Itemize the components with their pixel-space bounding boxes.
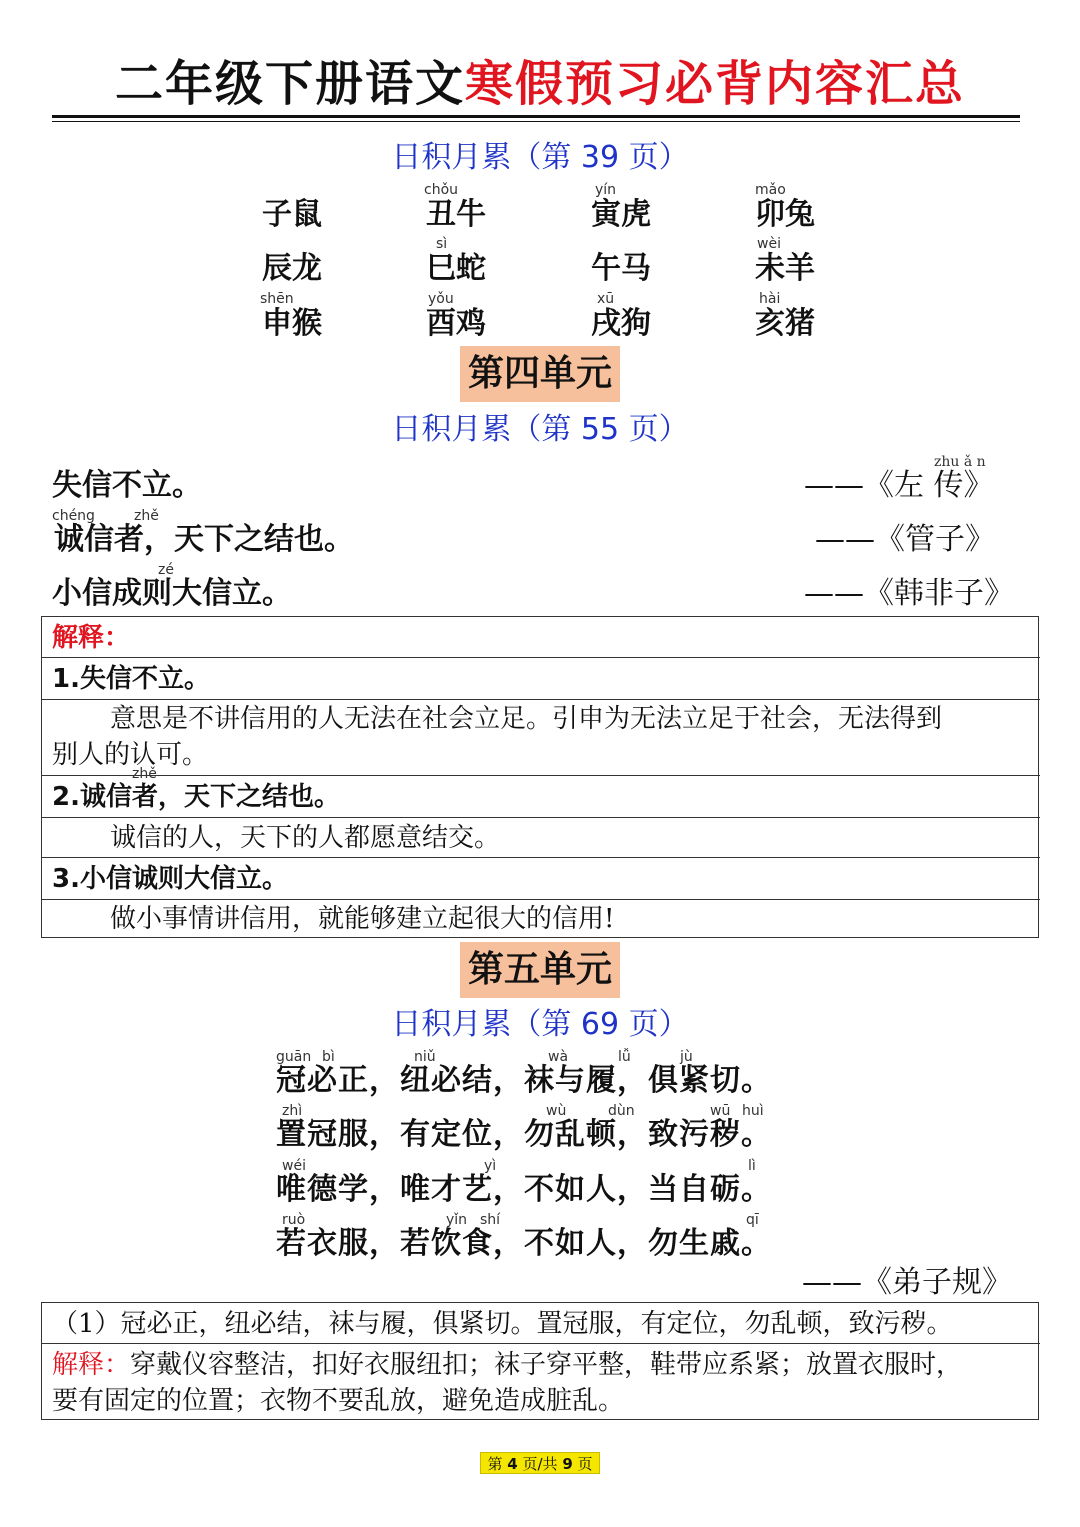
zodiac-item: 辰龙 (262, 251, 322, 286)
title-black: 二年级下册语文 (114, 56, 465, 112)
zodiac-item: yǒu 酉鸡 (426, 291, 486, 341)
unit5-explain-box (41, 1302, 1039, 1420)
table-row: zhě 2.诚信者，天下之结也。 (42, 775, 1040, 817)
zodiac-item: mǎo 卯兔 (755, 182, 815, 232)
table-row: 做小事情讲信用，就能够建立起很大的信用! (42, 899, 1040, 937)
quote-3: zé 小信成则大信立。 (52, 562, 292, 611)
zodiac-item: wèi 未羊 (755, 236, 815, 286)
poem-line-2: zhì wù dùn wū huì 置冠服，有定位，勿乱顿，致污秽。 (276, 1103, 772, 1152)
poem-line-4: ruò yǐn shí qī 若衣服，若饮食，不如人，勿生戚。 (276, 1212, 772, 1261)
table-row: 意思是不讲信用的人无法在社会立足。引申为无法立足于社会，无法得到 别人的认可。 (42, 699, 1040, 775)
unit5-title: 第五单元 (460, 942, 620, 998)
table-row: 诚信的人，天下的人都愿意结交。 (42, 817, 1040, 857)
explain-label: 解释： (52, 623, 131, 653)
zodiac-item: xū 戌狗 (591, 291, 651, 341)
table-row: 3.小信诚则大信立。 (42, 857, 1040, 899)
quote-2: chéng zhě 诚信者，天下之结也。 (52, 508, 354, 557)
zodiac-item: yín 寅虎 (591, 182, 651, 232)
zodiac-item: chǒu 丑牛 (424, 182, 486, 232)
poem-line-1: guān bì niǔ wà lǚ jù 冠必正，纽必结，袜与履，俱紧切。 (276, 1049, 772, 1098)
box-line-1: （1）冠必正，纽必结，袜与履，俱紧切。置冠服，有定位，勿乱顿，致污秽。 (52, 1309, 953, 1339)
section1-heading: 日积月累（第 39 页） (391, 140, 689, 175)
quote-3-source: ——《韩非子》 (804, 576, 1014, 611)
page-title (0, 52, 1080, 116)
unit4-title: 第四单元 (460, 346, 620, 402)
box-line-3: 要有固定的位置；衣物不要乱放，避免造成脏乱。 (52, 1386, 625, 1416)
unit5-heading: 日积月累（第 69 页） (391, 1007, 689, 1042)
table-row: 1.失信不立。 (42, 657, 1040, 699)
poem-source: ——《弟子规》 (802, 1265, 1012, 1300)
box-line-2: 解释：穿戴仪容整洁，扣好衣服纽扣；袜子穿平整，鞋带应系紧；放置衣服时， (52, 1350, 963, 1380)
quote-1-source: zhu ǎ n ——《左 传》 (804, 454, 994, 503)
table-row (42, 1343, 1040, 1419)
zodiac-item: sì 巳蛇 (426, 236, 486, 286)
zodiac-item: 午马 (591, 251, 651, 286)
zodiac-item: hài 亥猪 (755, 291, 815, 341)
unit4-heading: 日积月累（第 55 页） (391, 412, 689, 447)
title-rule (52, 115, 1020, 118)
title-red: 寒假预习必背内容汇总 (465, 56, 966, 112)
zodiac-item: 子鼠 (262, 197, 322, 232)
quote-2-source: ——《管子》 (815, 522, 995, 557)
title-rule-thin (52, 121, 1020, 122)
zodiac-item: shēn 申猴 (260, 291, 322, 341)
quote-1: 失信不立。 (52, 468, 202, 503)
page-number: 第 4 页/共 9 页 (480, 1452, 600, 1474)
poem-line-3: wéi yì lì 唯德学，唯才艺，不如人，当自砺。 (276, 1158, 772, 1207)
unit4-explain-table (41, 616, 1039, 938)
